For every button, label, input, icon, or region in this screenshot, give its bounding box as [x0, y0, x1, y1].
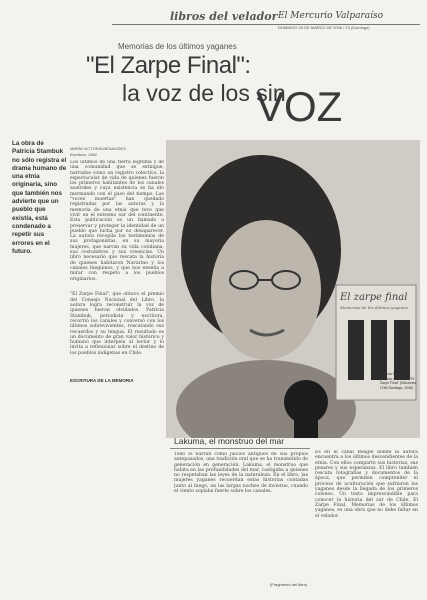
- sidebar-headline: Lakuma, el monstruo del mar: [174, 436, 285, 446]
- byline: [70, 146, 126, 158]
- article-body-continued: "El Zarpe Final", que obtuvo el premio del Consejo Nacional del Libro, la autora logra reconstruir la voz de quienes fueron olvidados. Patricia Stambuk, periodista y escritora, recorrió los canales y conversó con los últimos sobrevivientes, rescatando sus recuerdos y su lengua. El resultado es un documento de gran valor histórico y humano que interpela al lector y lo invita a reflexionar sobre el destino de los pueblos indígenas en Chile.: [70, 292, 164, 356]
- headline-emphasis: VOZ: [256, 83, 343, 130]
- byline-note: Escritora, 1962: [70, 152, 97, 157]
- headline-line-2: la voz de los sin: [122, 80, 286, 106]
- subhead: ESCRITURA DE LA MEMORIA: [70, 378, 134, 383]
- header-rule: [112, 24, 420, 25]
- byline-author: MARÍA VICTORIA BENAVIDES: [70, 146, 126, 151]
- photo-caption: Patricia Stambuk y portada de su libro "El Zarpe Final" (Ediciones LOM Santiago, 2006): [380, 372, 417, 390]
- article-column-right: Es en el canal Beagle donde la autora encuentra a los últimos descendientes de la etnia. Con ellos comparte sus historias, sus pesares y sus esperanzas. El libro también rescata fotografías y documentos de la época, que permiten comprender el proceso de aculturación que sufrieron los yaganes desde la llegada de los primeros colonos. Un texto imprescindible para conocer la historia del sur de Chile. El Zarpe Final, Memorias de los últimos yaganes, es una obra que no debe faltar en el velador.: [315, 450, 418, 519]
- section-title: libros del velador: [170, 10, 278, 23]
- dateline: DOMINGO 26 DE MARZO DE 2006 / 23 (Domingo): [278, 25, 370, 30]
- photo-illustration: [166, 140, 420, 438]
- headline-line-1: "El Zarpe Final":: [86, 52, 251, 79]
- book-cover-subtitle: Memorias de los últimos yaganes: [340, 305, 408, 310]
- newspaper-masthead: El Mercurio Valparaíso: [278, 11, 384, 21]
- author-photo: [166, 140, 420, 438]
- sidebar-signature: (Fragmento del libro): [270, 582, 308, 587]
- pullquote: La obra de Patricia Stambuk no sólo registra el drama humano de una etnia originaria, sino que también nos advierte que un pueblo que existía, está condenado a repetir sus errores en el futuro.: [12, 140, 67, 255]
- article-kicker: Memorias de los últimos yaganes: [118, 42, 237, 51]
- article-body: Los últimos de una tierra legítima y de una comunidad que se extingue, narrados como un registro colectivo, la espectacular de vida de quienes fueron los primeros habitantes de los canales australes y cuya existencia se ha ido mermando con el paso del tiempo. Las "voces muertas" han quedado registradas por las autoras y la memoria de una etnia que tuvo que vivir en el extremo sur del continente. Esta publicación es un llamado a preservar y proteger la identidad de un pueblo que lucha por no desaparecer. La autora recopila los testimonios de sus protagonistas, en su mayoría mujeres, que narran su vida cotidiana, sus costumbres y sus creencias. Un libro necesario que rescata la historia de quienes habitaron Navarino y los canales fueguinos, y que nos enseña a mirar con respeto a los pueblos originarios.: [70, 160, 164, 282]
- sidebar-body: Todo lo narran como juicios antiguos de sus propios antepasados, una tradición oral que se ha transmitido de generación en generación. Lakuma, el monstruo que habita en las profundidades del mar, castigaba a quienes no respetaban las leyes de la naturaleza. En el libro, las mujeres yaganes recuerdan estas historias contadas junto al fuego, en las largas noches de invierno, cuando el viento soplaba fuerte sobre los canales.: [174, 452, 308, 495]
- book-cover-title: El zarpe final: [340, 292, 408, 303]
